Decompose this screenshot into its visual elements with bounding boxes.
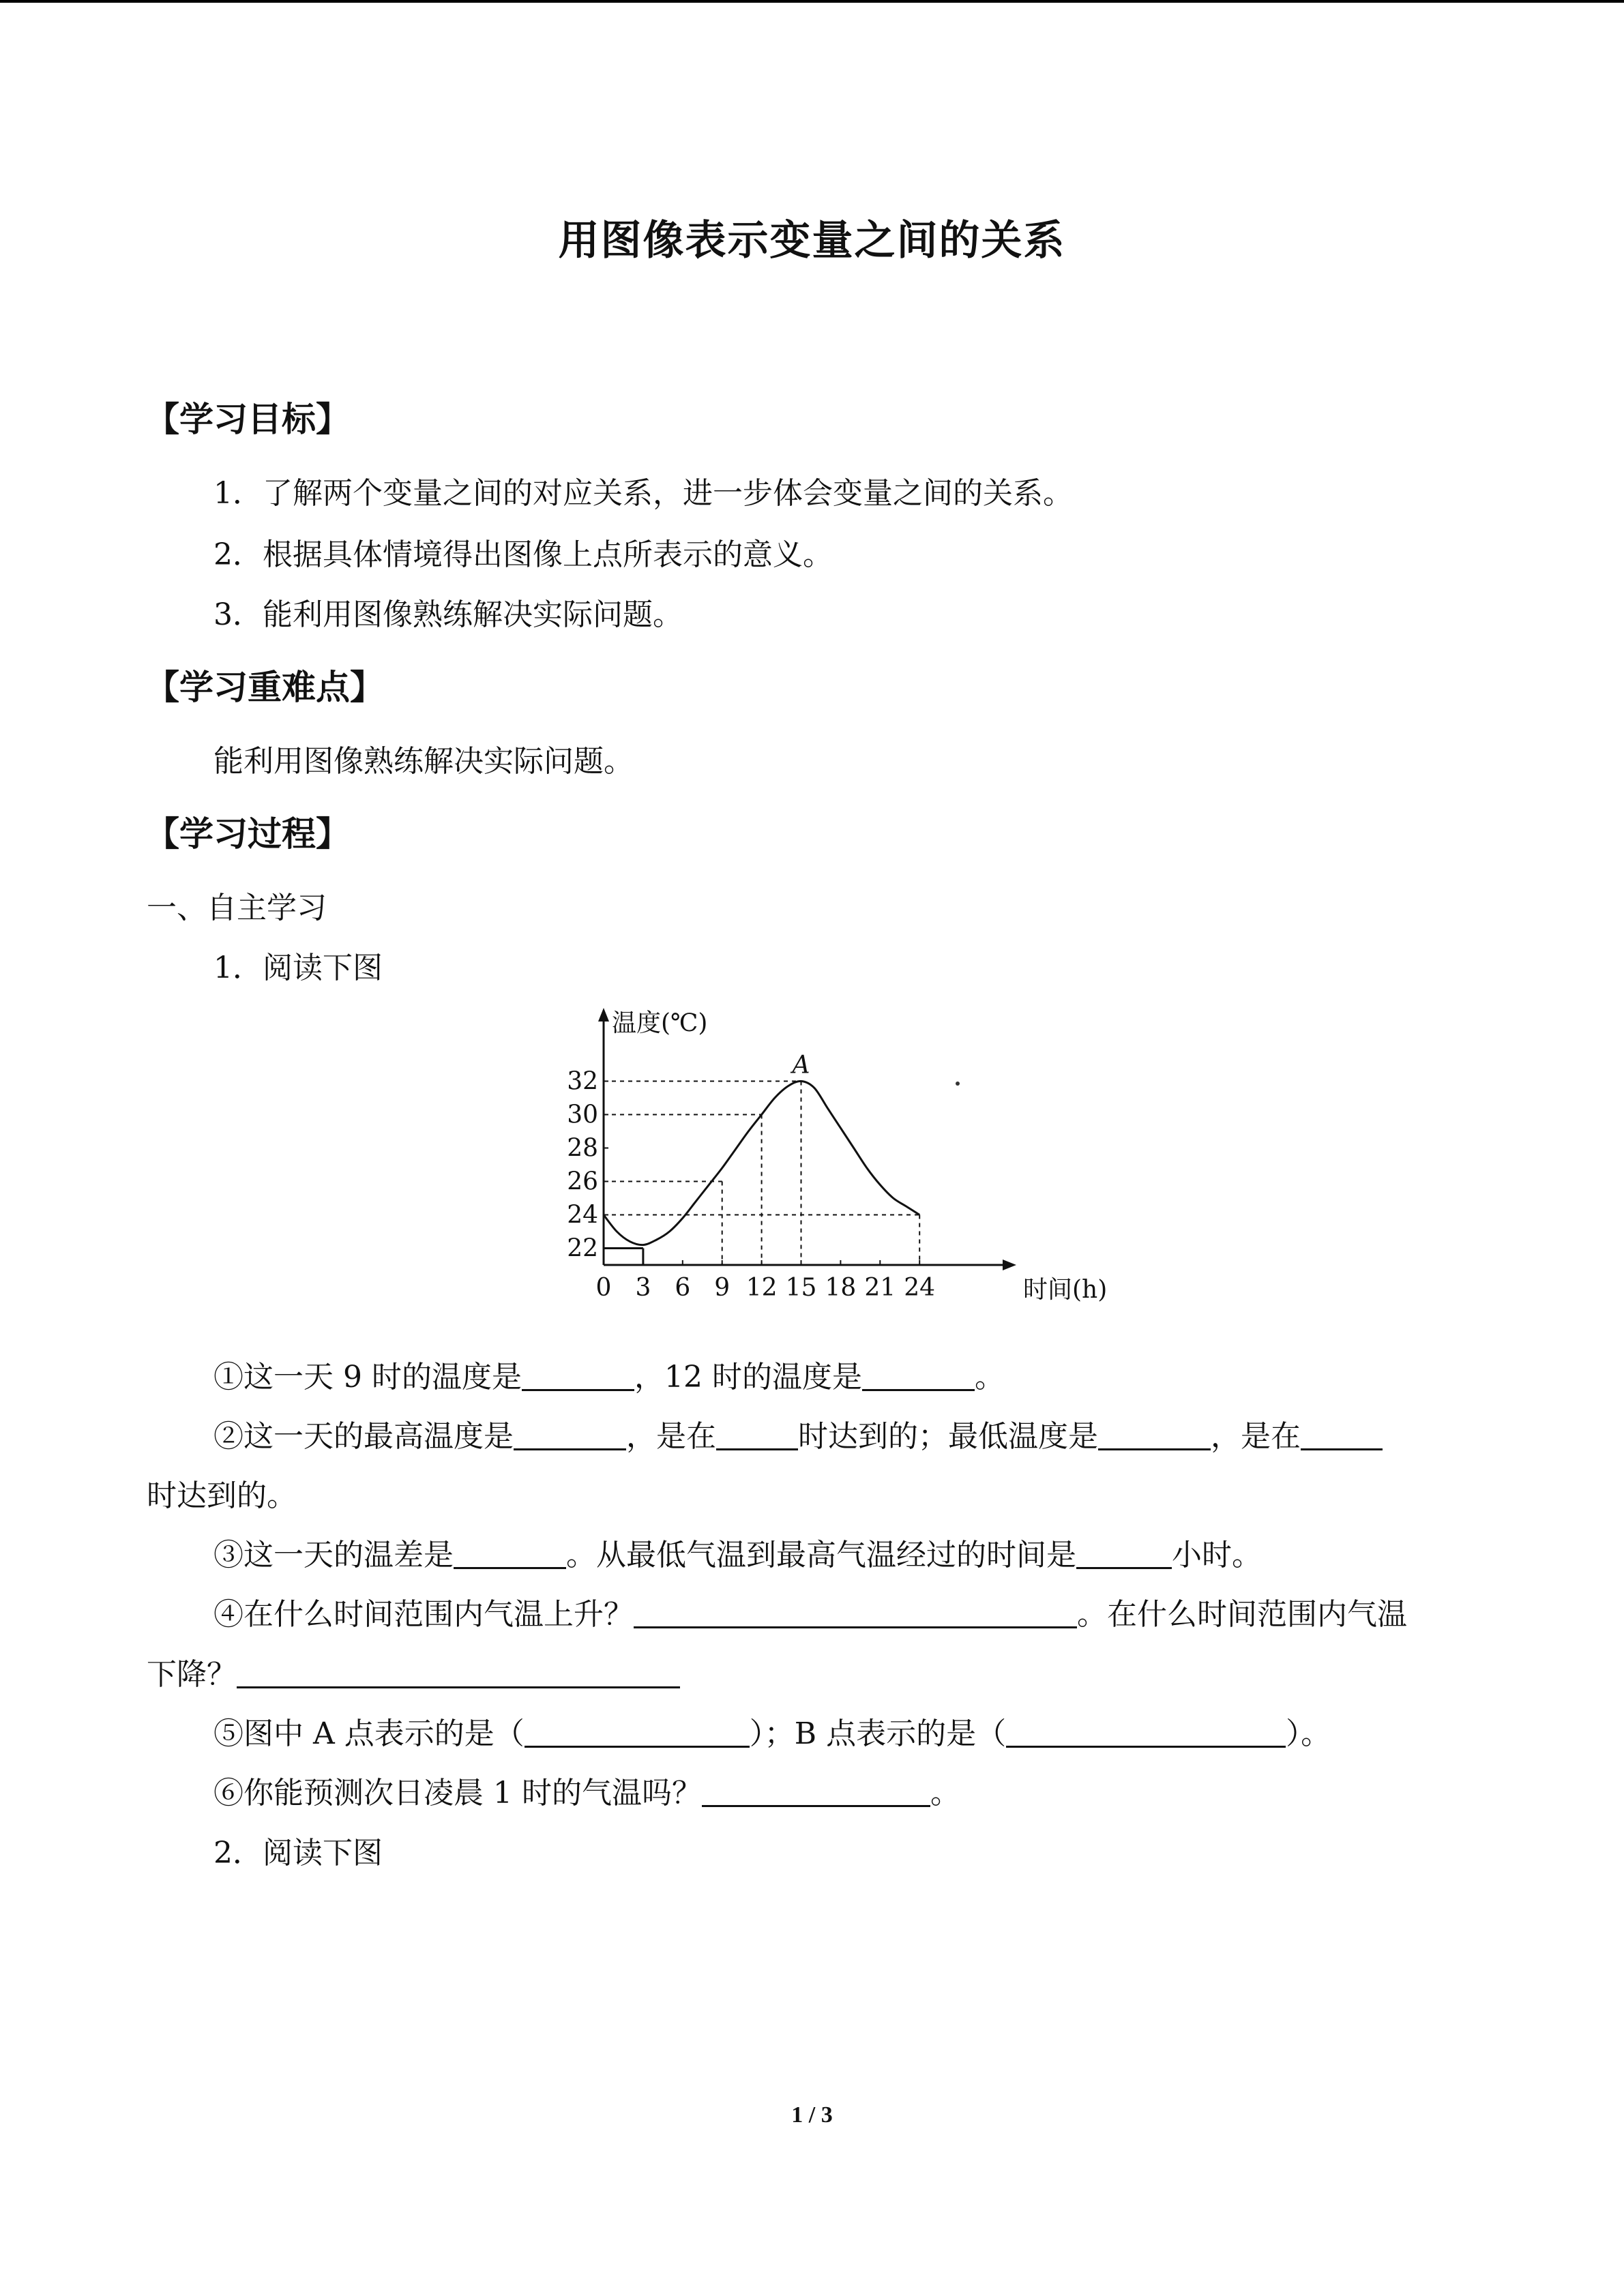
page-title: 用图像表示变量之间的关系	[558, 217, 1066, 265]
y-axis-label: 温度(℃)	[612, 1009, 708, 1037]
x-tick-label: 6	[675, 1274, 691, 1302]
answer-blank-temp-diff[interactable]	[454, 1541, 566, 1569]
question-2-text-a: ②这一天的最高温度是	[213, 1419, 514, 1454]
item-1-label: 1．阅读下图	[213, 951, 383, 985]
y-tick-label: 22	[567, 1234, 598, 1263]
goal-item-2: 2．根据具体情境得出图像上点所表示的意义。	[213, 537, 833, 572]
question-2	[213, 1419, 1383, 1454]
question-1-text-b: ，12 时的温度是	[634, 1360, 862, 1395]
x-tick-label: 21	[864, 1274, 896, 1302]
y-tick-label: 30	[567, 1101, 598, 1129]
question-3-text-a: ③这一天的温差是	[213, 1538, 454, 1572]
question-4-text-a: ④在什么时间范围内气温上升？	[213, 1597, 634, 1632]
answer-blank-point-b[interactable]	[1006, 1720, 1286, 1748]
answer-blank-9h[interactable]	[522, 1363, 634, 1391]
question-4-cont	[147, 1657, 680, 1692]
answer-blank-max-temp[interactable]	[514, 1422, 626, 1450]
answer-blank-min-time[interactable]	[1301, 1422, 1383, 1450]
question-5-text-b: ）；B 点表示的是（	[749, 1716, 1007, 1751]
x-tick-label: 18	[825, 1274, 857, 1302]
y-tick-label: 28	[567, 1134, 598, 1163]
answer-blank-max-time[interactable]	[716, 1422, 798, 1450]
question-6	[213, 1778, 960, 1808]
question-2-text-c: 时达到的；最低温度是	[798, 1419, 1098, 1454]
x-tick-label: 0	[595, 1274, 612, 1302]
page-number: 1 / 3	[791, 2102, 833, 2128]
x-axis-label: 时间(h)	[1023, 1276, 1108, 1304]
answer-blank-falling[interactable]	[237, 1660, 680, 1688]
x-tick-label: 3	[635, 1274, 651, 1302]
page-top-border	[0, 0, 1624, 3]
part-one-heading: 一、自主学习	[147, 891, 327, 925]
y-tick-label: 24	[567, 1201, 598, 1229]
question-2-text-b: ，是在	[626, 1419, 716, 1454]
x-tick-label: 12	[745, 1274, 778, 1302]
answer-blank-point-a[interactable]	[525, 1720, 750, 1748]
question-4	[213, 1597, 1407, 1632]
y-tick-label: 32	[567, 1067, 598, 1096]
answer-blank-min-temp[interactable]	[1098, 1422, 1211, 1450]
question-2-cont: 时达到的。	[147, 1478, 297, 1513]
x-axis-arrow	[1003, 1259, 1016, 1270]
point-a-label: A	[792, 1051, 810, 1079]
item-2-label: 2．阅读下图	[213, 1836, 383, 1870]
question-1-text-a: ①这一天 9 时的温度是	[213, 1360, 522, 1395]
answer-blank-rising[interactable]	[634, 1600, 1077, 1628]
y-axis-arrow	[598, 1008, 609, 1022]
x-tick-label: 9	[714, 1274, 730, 1302]
question-5-text-a: ⑤图中 A 点表示的是（	[213, 1716, 525, 1751]
question-4-text-b: 。在什么时间范围内气温	[1077, 1597, 1407, 1632]
question-2-text-d: ，是在	[1211, 1419, 1301, 1454]
question-3	[213, 1540, 1262, 1570]
goal-item-3: 3．能利用图像熟练解决实际问题。	[213, 597, 683, 632]
question-5-text-c: ）。	[1286, 1716, 1331, 1751]
process-heading: 【学习过程】	[145, 814, 350, 854]
goals-heading: 【学习目标】	[145, 400, 350, 439]
y-tick-label: 26	[567, 1167, 598, 1196]
question-6-text-b: 。	[930, 1776, 960, 1810]
x-tick-label: 15	[785, 1274, 817, 1302]
stray-mark	[956, 1082, 960, 1086]
question-5	[213, 1716, 1331, 1751]
key-points-text: 能利用图像熟练解决实际问题。	[213, 744, 634, 779]
question-3-text-c: 小时。	[1172, 1538, 1262, 1572]
temperature-curve	[604, 1081, 919, 1244]
x-tick-label: 24	[904, 1274, 936, 1302]
temperature-chart	[552, 1002, 1108, 1316]
question-3-text-b: 。从最低气温到最高气温经过的时间是	[566, 1538, 1076, 1572]
temperature-chart-svg	[552, 1002, 1108, 1316]
question-1	[213, 1360, 1005, 1395]
question-6-text-a: ⑥你能预测次日凌晨 1 时的气温吗？	[213, 1776, 702, 1810]
goal-item-1: 1．了解两个变量之间的对应关系，进一步体会变量之间的关系。	[213, 476, 1073, 511]
answer-blank-12h[interactable]	[862, 1363, 975, 1391]
answer-blank-hours[interactable]	[1076, 1541, 1172, 1569]
key-points-heading: 【学习重难点】	[145, 668, 384, 707]
question-1-text-c: 。	[974, 1360, 1005, 1395]
question-4-text-c: 下降？	[147, 1657, 237, 1692]
answer-blank-predict[interactable]	[702, 1779, 930, 1807]
